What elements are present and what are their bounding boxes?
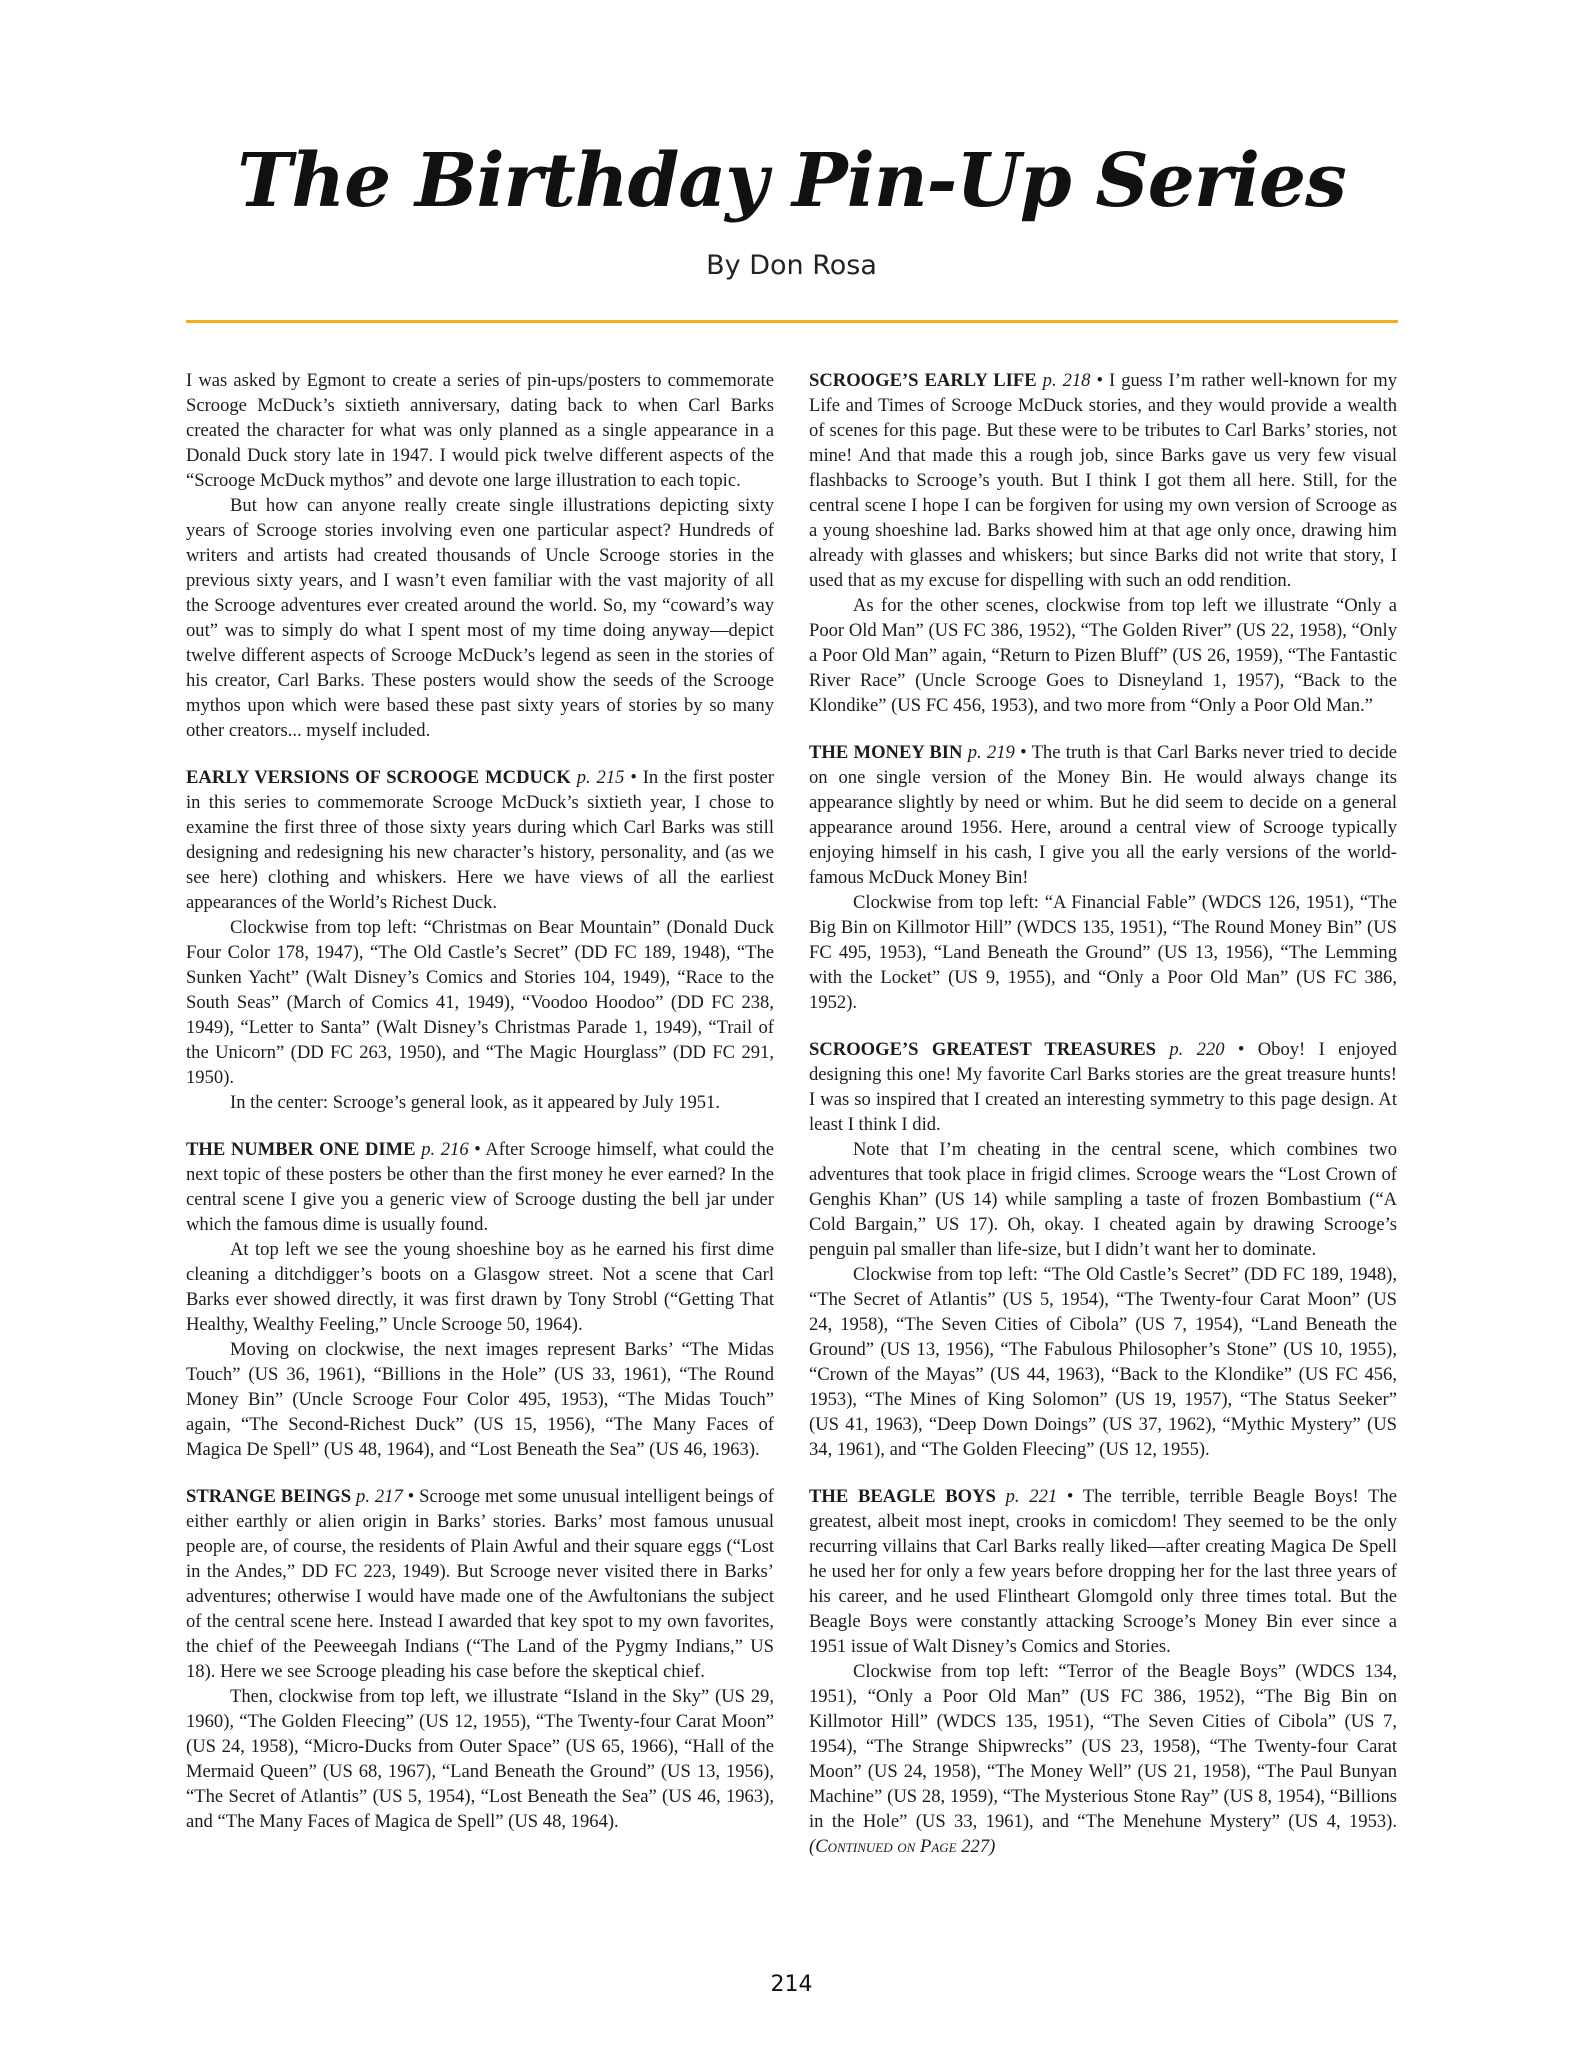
section-heading: SCROOGE’S GREATEST TREASURES: [809, 1039, 1157, 1060]
body-paragraph: Then, clockwise from top left, we illustrate “Island in the Sky” (US 29, 1960), “The Golden Fleecing” (US 12, 1955), “The Twenty-four Carat Moon” (US 24, 1958), “Micro-Ducks from Outer Space” (US 65, 1966), “Hall of the Mermaid Queen” (US 68, 1967), “Land Beneath the Ground” (US 13, 1956), “The Secret of Atlantis” (US 5, 1954), “Lost Beneath the Sea” (US 46, 1963), and “The Many Faces of Magica de Spell” (US 48, 1964).: [186, 1686, 774, 1832]
section-heading: STRANGE BEINGS: [186, 1486, 352, 1507]
section-text: • Scrooge met some unusual intelligent beings of either earthly or alien origin in Barks’ stories. Barks’ most famous unusual people are, of course, the residents of Plain Awful and their square eggs (“Lost in the Andes,” DD FC 223, 1949). But Scrooge never visited there in Barks’ adventures; otherwise I would have made one of the Awfultonians the subject of the central scene here. Instead I awarded that key spot to my own favorites, the chief of the Peeweegah Indians (“The Land of the Pygmy Indians,” US 18). Here we see Scrooge pleading his case before the skeptical chief.: [186, 1486, 774, 1682]
section-heading: EARLY VERSIONS OF SCROOGE MCDUCK: [186, 767, 571, 788]
page-reference: p. 216: [421, 1139, 469, 1160]
body-paragraph: Clockwise from top left: “A Financial Fable” (WDCS 126, 1951), “The Big Bin on Killmotor Hill” (WDCS 135, 1951), “The Round Money Bin” (US FC 495, 1953), “Land Beneath the Ground” (US 13, 1956), “The Lemming with the Locket” (US 9, 1955), and “Only a Poor Old Man” (US FC 386, 1952).: [809, 892, 1397, 1013]
section-heading: THE NUMBER ONE DIME: [186, 1139, 416, 1160]
left-column: [186, 368, 774, 1834]
section-early-versions: [186, 765, 774, 915]
body-paragraph: Clockwise from top left: “The Old Castle’s Secret” (DD FC 189, 1948), “The Secret of Atlantis” (US 5, 1954), “The Twenty-four Carat Moon” (US 24, 1958), “The Seven Cities of Cibola” (US 7, 1954), “Land Beneath the Ground” (US 13, 1956), “The Fabulous Philosopher’s Stone” (US 10, 1955), “Crown of the Mayas” (US 44, 1963), “Back to the Klondike” (US FC 456, 1953), “The Mines of King Solomon” (US 19, 1957), “The Status Seeker” (US 41, 1963), “Deep Down Doings” (US 37, 1962), “Mythic Mystery” (US 34, 1961), and “The Golden Fleecing” (US 12, 1955).: [809, 1264, 1397, 1460]
intro-paragraph: I was asked by Egmont to create a series of pin-ups/posters to commemorate Scrooge McDuck’s sixtieth anniversary, dating back to when Carl Barks created the character for what was only planned as a single appearance in a Donald Duck story late in 1947. I would pick twelve different aspects of the “Scrooge McDuck mythos” and devote one large illustration to each topic.: [186, 370, 774, 491]
section-heading: THE MONEY BIN: [809, 742, 963, 763]
section-heading: THE BEAGLE BOYS: [809, 1486, 996, 1507]
page-reference: p. 221: [1005, 1486, 1058, 1507]
section-number-one-dime: [186, 1137, 774, 1237]
author-byline: By Don Rosa: [706, 250, 877, 281]
section-text: • After Scrooge himself, what could the next topic of these posters be other than the first money he ever earned? In the central scene I give you a generic view of Scrooge dusting the bell jar under which the famous dime is usually found.: [186, 1139, 774, 1235]
page-reference: p. 219: [967, 742, 1015, 763]
body-paragraph: Moving on clockwise, the next images represent Barks’ “The Midas Touch” (US 36, 1961), “Billions in the Hole” (US 33, 1961), “The Round Money Bin” (Uncle Scrooge Four Color 495, 1953), “The Midas Touch” again, “The Second-Richest Duck” (US 15, 1956), “The Many Faces of Magica De Spell” (US 48, 1964), and “Lost Beneath the Sea” (US 46, 1963).: [186, 1339, 774, 1460]
continued-note: (Continued on Page 227): [809, 1836, 996, 1857]
page-number: 214: [770, 1972, 813, 1997]
page-reference: p. 215: [576, 767, 625, 788]
page-reference: p. 217: [356, 1486, 403, 1507]
section-early-life: [809, 368, 1397, 593]
page-reference: p. 218: [1042, 370, 1091, 391]
section-strange-beings: [186, 1484, 774, 1684]
intro-paragraph: But how can anyone really create single illustrations depicting sixty years of Scrooge stories involving even one particular aspect? Hundreds of writers and artists had created thousands of Uncle Scrooge stories in the previous sixty years, and I wasn’t even familiar with the vast majority of all the Scrooge adventures ever created around the world. So, my “coward’s way out” was to simply do what I spent most of my time doing anyway—depict twelve different aspects of Scrooge McDuck’s legend as seen in the stories of his creator, Carl Barks. These posters would show the seeds of the Scrooge mythos upon which were based these past sixty years of stories by so many other creators... myself included.: [186, 495, 774, 741]
section-money-bin: [809, 740, 1397, 890]
body-paragraph: [809, 1659, 1397, 1859]
body-paragraph: In the center: Scrooge’s general look, as it appeared by July 1951.: [230, 1092, 721, 1113]
body-paragraph: Note that I’m cheating in the central scene, which combines two adventures that took place in frigid climes. Scrooge wears the “Lost Crown of Genghis Khan” (US 14) while sampling a taste of frozen Bombastium (“A Cold Bargain,” US 17). Oh, okay. I cheated again by drawing Scrooge’s penguin pal smaller than life-size, but I didn’t want her to dominate.: [809, 1139, 1397, 1260]
page-title: The Birthday Pin-Up Series: [237, 138, 1346, 224]
body-paragraph: Clockwise from top left: “Christmas on Bear Mountain” (Donald Duck Four Color 178, 1947), “The Old Castle’s Secret” (DD FC 189, 1948), “The Sunken Yacht” (Walt Disney’s Comics and Stories 104, 1949), “Race to the South Seas” (March of Comics 41, 1949), “Voodoo Hoodoo” (DD FC 238, 1949), “Letter to Santa” (Walt Disney’s Christmas Parade 1, 1949), “Trail of the Unicorn” (DD FC 263, 1950), and “The Magic Hourglass” (DD FC 291, 1950).: [186, 917, 774, 1088]
section-beagle-boys: [809, 1484, 1397, 1659]
body-paragraph: At top left we see the young shoeshine boy as he earned his first dime cleaning a ditchdigger’s boots on a Glasgow street. Not a scene that Carl Barks ever showed directly, it was first drawn by Tony Strobl (“Getting That Healthy, Wealthy Feeling,” Uncle Scrooge 50, 1964).: [186, 1239, 774, 1335]
body-paragraph: As for the other scenes, clockwise from top left we illustrate “Only a Poor Old Man” (US FC 386, 1952), “The Golden River” (US 22, 1958), “Only a Poor Old Man” again, “Return to Pizen Bluff” (US 26, 1959), “The Fantastic River Race” (Uncle Scrooge Goes to Disneyland 1, 1957), “Back to the Klondike” (US FC 456, 1953), and two more from “Only a Poor Old Man.”: [809, 595, 1397, 716]
right-column: [809, 368, 1397, 1859]
section-text: • In the first poster in this series to commemorate Scrooge McDuck’s sixtieth year, I chose to examine the first three of those sixty years during which Carl Barks was still designing and redesigning his new character’s history, personality, and (as we see here) clothing and whiskers. Here we have views of all the earliest appearances of the World’s Richest Duck.: [186, 767, 775, 913]
accent-divider: [186, 320, 1398, 323]
section-heading: SCROOGE’S EARLY LIFE: [809, 370, 1037, 391]
section-text: • The terrible, terrible Beagle Boys! The greatest, albeit most inept, crooks in comicdom! They seemed to be the only recurring villains that Carl Barks really liked—after creating Magica De Spell he used her for only a few years before dropping her for the last three years of his career, and he used Flintheart Glomgold only three times total. But the Beagle Boys were constantly attacking Scrooge’s Money Bin ever since a 1951 issue of Walt Disney’s Comics and Stories.: [809, 1486, 1397, 1657]
section-text: • The truth is that Carl Barks never tried to decide on one single version of the Money Bin. He would always change its appearance slightly by need or whim. But he did seem to decide on a general appearance around 1956. Here, around a central view of Scrooge typically enjoying himself in his cash, I give you all the early versions of the world-famous McDuck Money Bin!: [809, 742, 1398, 888]
section-text: • I guess I’m rather well-known for my Life and Times of Scrooge McDuck stories, and they would provide a wealth of scenes for this page. But these were to be tributes to Carl Barks’ stories, not mine! And that made this a rough job, since Barks gave us very few visual flashbacks to Scrooge’s youth. But I think I got them all here. Still, for the central scene I hope I can be forgiven for using my own version of Scrooge as a young shoeshine lad. Barks showed him at that age only once, drawing him already with glasses and whiskers; but since Barks did not write that story, I used that as my excuse for dispelling with such an odd rendition.: [809, 370, 1398, 591]
page-reference: p. 220: [1169, 1039, 1225, 1060]
section-text: • Oboy! I enjoyed designing this one! My favorite Carl Barks stories are the great treasure hunts! I was so inspired that I created an interesting symmetry to this page design. At least I think I did.: [809, 1039, 1397, 1135]
section-text: Clockwise from top left: “Terror of the Beagle Boys” (WDCS 134, 1951), “Only a Poor Old Man” (US FC 386, 1952), “The Big Bin on Killmotor Hill” (WDCS 135, 1951), “The Seven Cities of Cibola” (US 7, 1954), “The Strange Shipwrecks” (US 23, 1958), “The Twenty-four Carat Moon” (US 24, 1958), “The Money Well” (US 21, 1958), “The Paul Bunyan Machine” (US 28, 1959), “The Mysterious Stone Ray” (US 8, 1954), “Billions in the Hole” (US 33, 1961), and “The Menehune Mystery” (US 4, 1953).: [809, 1661, 1397, 1832]
section-greatest-treasures: [809, 1037, 1397, 1137]
